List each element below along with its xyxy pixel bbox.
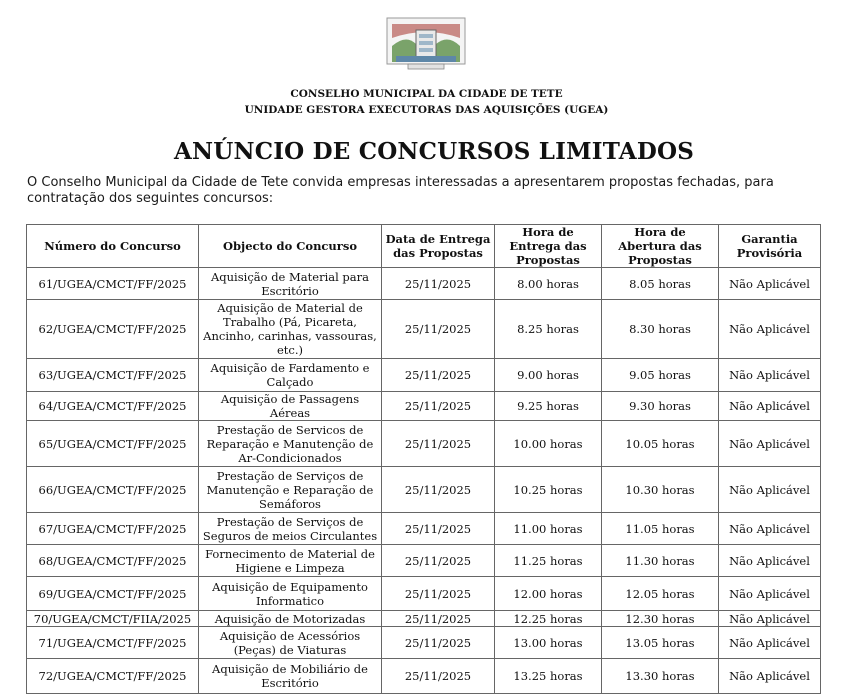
cell-hora-abertura: 11.30 horas — [602, 545, 719, 577]
cell-objecto: Aquisição de Acessórios (Peças) de Viaturas — [199, 627, 382, 659]
cell-hora-entrega: 12.00 horas — [495, 577, 602, 611]
cell-garantia: Não Aplicável — [719, 467, 821, 513]
cell-numero: 64/UGEA/CMCT/FF/2025 — [27, 392, 199, 421]
cell-data: 25/11/2025 — [382, 577, 495, 611]
cell-numero: 70/UGEA/CMCT/FIIA/2025 — [27, 611, 199, 627]
council-name: CONSELHO MUNICIPAL DA CIDADE DE TETE — [290, 88, 563, 100]
cell-objecto: Aquisição de Equipamento Informatico — [199, 577, 382, 611]
table-row — [27, 421, 821, 467]
intro-paragraph: O Conselho Municipal da Cidade de Tete convida empresas interessadas a apresentarem propostas fechadas, para contratação dos seguintes concursos: — [27, 175, 774, 206]
page-title: ANÚNCIO DE CONCURSOS LIMITADOS — [173, 138, 695, 165]
cell-hora-entrega: 12.25 horas — [495, 611, 602, 627]
cell-numero: 63/UGEA/CMCT/FF/2025 — [27, 359, 199, 392]
cell-objecto: Aquisição de Motorizadas — [199, 611, 382, 627]
cell-numero: 69/UGEA/CMCT/FF/2025 — [27, 577, 199, 611]
cell-numero: 71/UGEA/CMCT/FF/2025 — [27, 627, 199, 659]
table-row — [27, 359, 821, 392]
table-row — [27, 268, 821, 300]
cell-garantia: Não Aplicável — [719, 300, 821, 359]
cell-data: 25/11/2025 — [382, 268, 495, 300]
cell-garantia: Não Aplicável — [719, 359, 821, 392]
table-row — [27, 300, 821, 359]
cell-garantia: Não Aplicável — [719, 392, 821, 421]
col-header-garantia: Garantia Provisória — [719, 225, 821, 268]
unit-name: UNIDADE GESTORA EXECUTORAS DAS AQUISIÇÕES (UGEA) — [244, 104, 609, 116]
cell-hora-entrega: 9.25 horas — [495, 392, 602, 421]
table-row — [27, 545, 821, 577]
municipal-crest-icon — [386, 16, 466, 70]
cell-hora-abertura: 10.05 horas — [602, 421, 719, 467]
cell-hora-entrega: 13.00 horas — [495, 627, 602, 659]
col-header-data: Data de Entrega das Propostas — [382, 225, 495, 268]
cell-objecto: Aquisição de Passagens Aéreas — [199, 392, 382, 421]
cell-garantia: Não Aplicável — [719, 611, 821, 627]
table-row — [27, 513, 821, 545]
cell-numero: 72/UGEA/CMCT/FF/2025 — [27, 659, 199, 694]
table-header-row — [27, 225, 821, 268]
cell-data: 25/11/2025 — [382, 421, 495, 467]
cell-data: 25/11/2025 — [382, 467, 495, 513]
table-row — [27, 611, 821, 627]
cell-hora-entrega: 9.00 horas — [495, 359, 602, 392]
cell-garantia: Não Aplicável — [719, 627, 821, 659]
cell-hora-abertura: 9.30 horas — [602, 392, 719, 421]
cell-hora-entrega: 8.25 horas — [495, 300, 602, 359]
cell-garantia: Não Aplicável — [719, 513, 821, 545]
cell-data: 25/11/2025 — [382, 659, 495, 694]
cell-data: 25/11/2025 — [382, 359, 495, 392]
table-row — [27, 659, 821, 694]
cell-garantia: Não Aplicável — [719, 545, 821, 577]
cell-hora-abertura: 13.30 horas — [602, 659, 719, 694]
cell-data: 25/11/2025 — [382, 300, 495, 359]
cell-objecto: Aquisição de Mobiliário de Escritório — [199, 659, 382, 694]
cell-numero: 61/UGEA/CMCT/FF/2025 — [27, 268, 199, 300]
cell-hora-entrega: 13.25 horas — [495, 659, 602, 694]
cell-objecto: Prestação de Serviços de Seguros de meios Circulantes — [199, 513, 382, 545]
cell-hora-abertura: 12.30 horas — [602, 611, 719, 627]
cell-hora-abertura: 8.30 horas — [602, 300, 719, 359]
cell-objecto: Fornecimento de Material de Higiene e Limpeza — [199, 545, 382, 577]
col-header-objecto: Objecto do Concurso — [199, 225, 382, 268]
cell-objecto: Aquisição de Fardamento e Calçado — [199, 359, 382, 392]
tenders-table — [26, 224, 821, 694]
cell-data: 25/11/2025 — [382, 545, 495, 577]
cell-numero: 62/UGEA/CMCT/FF/2025 — [27, 300, 199, 359]
cell-numero: 65/UGEA/CMCT/FF/2025 — [27, 421, 199, 467]
cell-hora-entrega: 10.00 horas — [495, 421, 602, 467]
col-header-hora-entrega: Hora de Entrega das Propostas — [495, 225, 602, 268]
cell-objecto: Aquisição de Material para Escritório — [199, 268, 382, 300]
cell-hora-entrega: 8.00 horas — [495, 268, 602, 300]
cell-hora-entrega: 11.00 horas — [495, 513, 602, 545]
table-row — [27, 577, 821, 611]
col-header-hora-abertura: Hora de Abertura das Propostas — [602, 225, 719, 268]
cell-hora-abertura: 13.05 horas — [602, 627, 719, 659]
cell-garantia: Não Aplicável — [719, 577, 821, 611]
cell-data: 25/11/2025 — [382, 611, 495, 627]
cell-hora-abertura: 11.05 horas — [602, 513, 719, 545]
cell-objecto: Aquisição de Material de Trabalho (Pá, Picareta, Ancinho, carinhas, vassouras, etc.) — [199, 300, 382, 359]
table-row — [27, 467, 821, 513]
cell-hora-abertura: 12.05 horas — [602, 577, 719, 611]
cell-data: 25/11/2025 — [382, 513, 495, 545]
cell-objecto: Prestação de Servicos de Reparação e Manutenção de Ar-Condicionados — [199, 421, 382, 467]
cell-garantia: Não Aplicável — [719, 421, 821, 467]
table-row — [27, 392, 821, 421]
cell-hora-abertura: 9.05 horas — [602, 359, 719, 392]
cell-garantia: Não Aplicável — [719, 268, 821, 300]
cell-hora-abertura: 8.05 horas — [602, 268, 719, 300]
cell-hora-entrega: 10.25 horas — [495, 467, 602, 513]
cell-hora-abertura: 10.30 horas — [602, 467, 719, 513]
cell-data: 25/11/2025 — [382, 627, 495, 659]
col-header-numero: Número do Concurso — [27, 225, 199, 268]
cell-numero: 66/UGEA/CMCT/FF/2025 — [27, 467, 199, 513]
cell-hora-entrega: 11.25 horas — [495, 545, 602, 577]
cell-numero: 67/UGEA/CMCT/FF/2025 — [27, 513, 199, 545]
cell-garantia: Não Aplicável — [719, 659, 821, 694]
table-row — [27, 627, 821, 659]
cell-objecto: Prestação de Serviços de Manutenção e Reparação de Semáforos — [199, 467, 382, 513]
cell-data: 25/11/2025 — [382, 392, 495, 421]
cell-numero: 68/UGEA/CMCT/FF/2025 — [27, 545, 199, 577]
